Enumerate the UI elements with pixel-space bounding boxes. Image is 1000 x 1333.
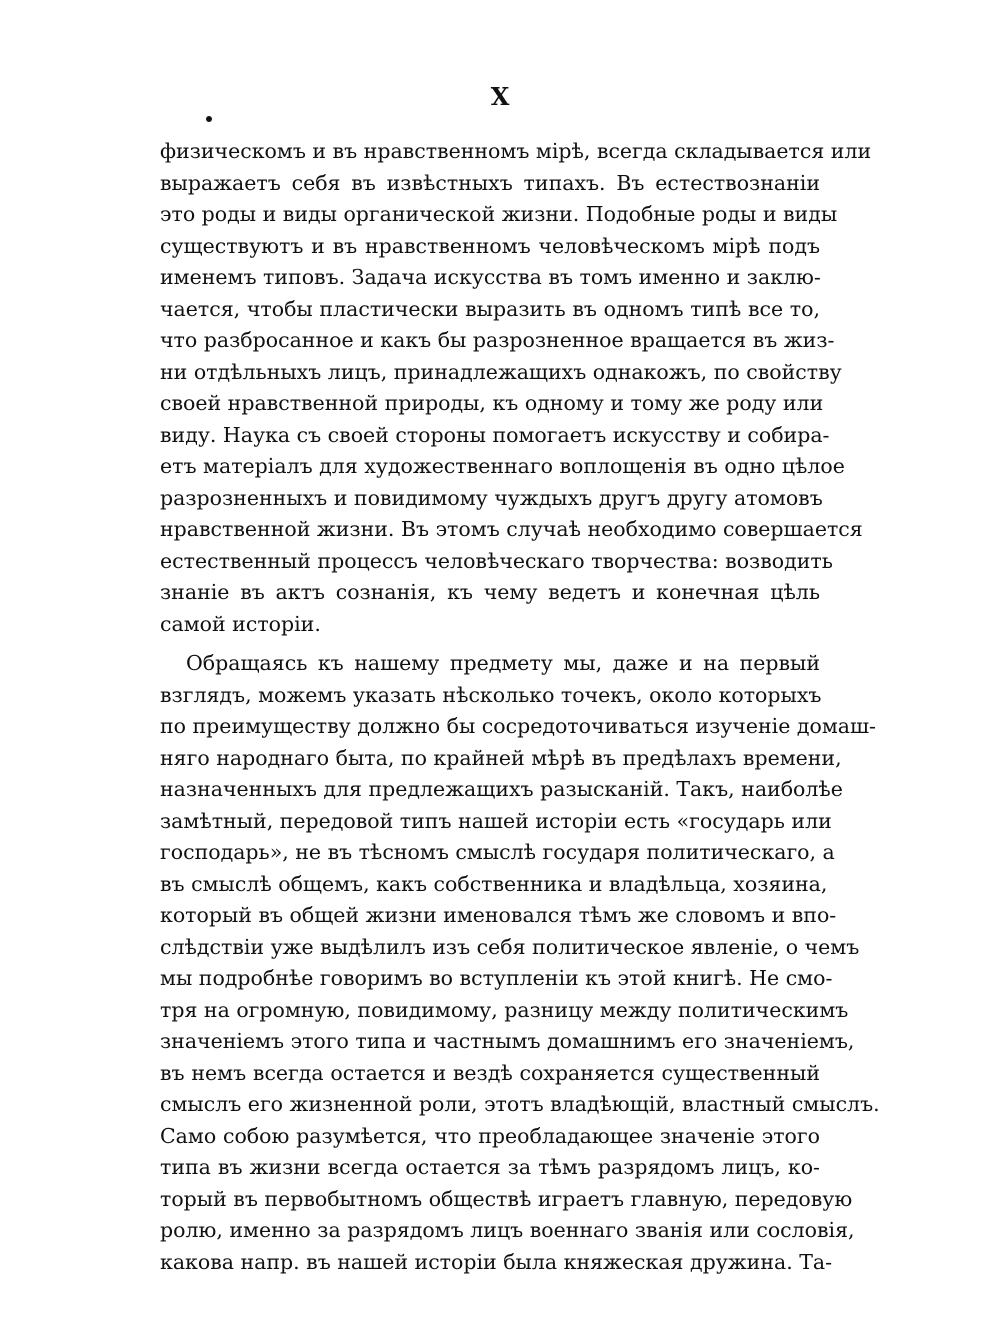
text-line: господарь», не въ тѣсномъ смыслѣ государя политическаго, а: [160, 840, 835, 864]
text-line: именемъ типовъ. Задача искусства въ томъ именно и заклю-: [160, 265, 821, 289]
text-line: типа въ жизни всегда остается за тѣмъ разрядомъ лицъ, ко-: [160, 1155, 820, 1179]
text-line: знаніе въ актъ сознанія, къ чему ведетъ и конечная цѣль: [160, 580, 820, 604]
text-line: своей нравственной природы, къ одному и тому же роду или: [160, 391, 824, 415]
text-line: естественный процессъ человѣческаго творчества: возводить: [160, 548, 833, 573]
text-line: значеніемъ этого типа и частнымъ домашнимъ его значеніемъ,: [160, 1029, 855, 1053]
paragraph: [160, 648, 880, 1278]
text-line: это роды и виды органической жизни. Подобные роды и виды: [160, 202, 838, 226]
text-line: торый въ первобытномъ обществѣ играетъ главную, передовую: [160, 1186, 853, 1211]
text-line: мы подробнѣе говоримъ во вступленіи къ этой книгѣ. Не смо-: [160, 966, 833, 990]
text-line: нравственной жизни. Въ этомъ случаѣ необходимо совершается: [160, 517, 863, 541]
text-line: ролю, именно за разрядомъ лицъ военнаго званія или сословія,: [160, 1218, 855, 1242]
text-line: чается, чтобы пластически выразить въ одномъ типѣ все то,: [160, 296, 820, 321]
text-line: замѣтный, передовой типъ нашей исторіи есть «государь или: [160, 808, 832, 833]
text-line: смыслъ его жизненной роли, этотъ владѣющій, властный смыслъ.: [160, 1092, 880, 1116]
text-line: Само собою разумѣется, что преобладающее значеніе этого: [160, 1123, 820, 1148]
text-line: какова напр. въ нашей исторіи была княжеская дружина. Та-: [160, 1249, 833, 1274]
text-line: слѣдствіи уже выдѣлилъ изъ себя политическое явленіе, о чемъ: [160, 934, 860, 959]
paragraph: [160, 136, 872, 640]
text-line: взглядъ, можемъ указать нѣсколько точекъ, около которыхъ: [160, 682, 822, 707]
text-line: ни отдѣльныхъ лицъ, принадлежащихъ однакожъ, по свойству: [160, 359, 842, 384]
text-line: по преимуществу должно бы сосредоточиваться изученіе домаш-: [160, 714, 876, 738]
text-line: няго народнаго быта, по крайней мѣрѣ въ предѣлахъ времени,: [160, 745, 842, 770]
text-line: въ смыслѣ общемъ, какъ собственника и владѣльца, хозяина,: [160, 871, 828, 896]
text-line: Обращаясь къ нашему предмету мы, даже и на первый: [186, 651, 820, 675]
text-line: разрозненныхъ и повидимому чуждыхъ другъ другу атомовъ: [160, 485, 823, 510]
text-line: который въ общей жизни именовался тѣмъ же словомъ и впо-: [160, 903, 837, 927]
body-text: [160, 136, 880, 1278]
text-line: етъ матеріалъ для художественнаго воплощенія въ одно цѣлое: [160, 454, 845, 478]
page-number: X: [490, 82, 510, 111]
text-line: самой исторіи.: [160, 611, 321, 636]
text-line: существуютъ и въ нравственномъ человѣческомъ мірѣ подъ: [160, 233, 820, 258]
text-line: въ немъ всегда остается и вездѣ сохраняется существенный: [160, 1060, 820, 1085]
text-line: назначенныхъ для предлежащихъ разысканій. Такъ, наиболѣе: [160, 777, 843, 801]
text-line: физическомъ и въ нравственномъ мірѣ, всегда складывается или: [160, 139, 872, 163]
text-line: выражаетъ себя въ извѣстныхъ типахъ. Въ естествознаніи: [160, 170, 820, 195]
text-line: тря на огромную, повидимому, разницу между политическимъ: [160, 997, 849, 1022]
ink-speck: [206, 116, 212, 122]
text-line: что разбросанное и какъ бы разрозненное вращается въ жиз-: [160, 328, 835, 352]
text-line: виду. Наука съ своей стороны помогаетъ искусству и собира-: [160, 422, 830, 447]
